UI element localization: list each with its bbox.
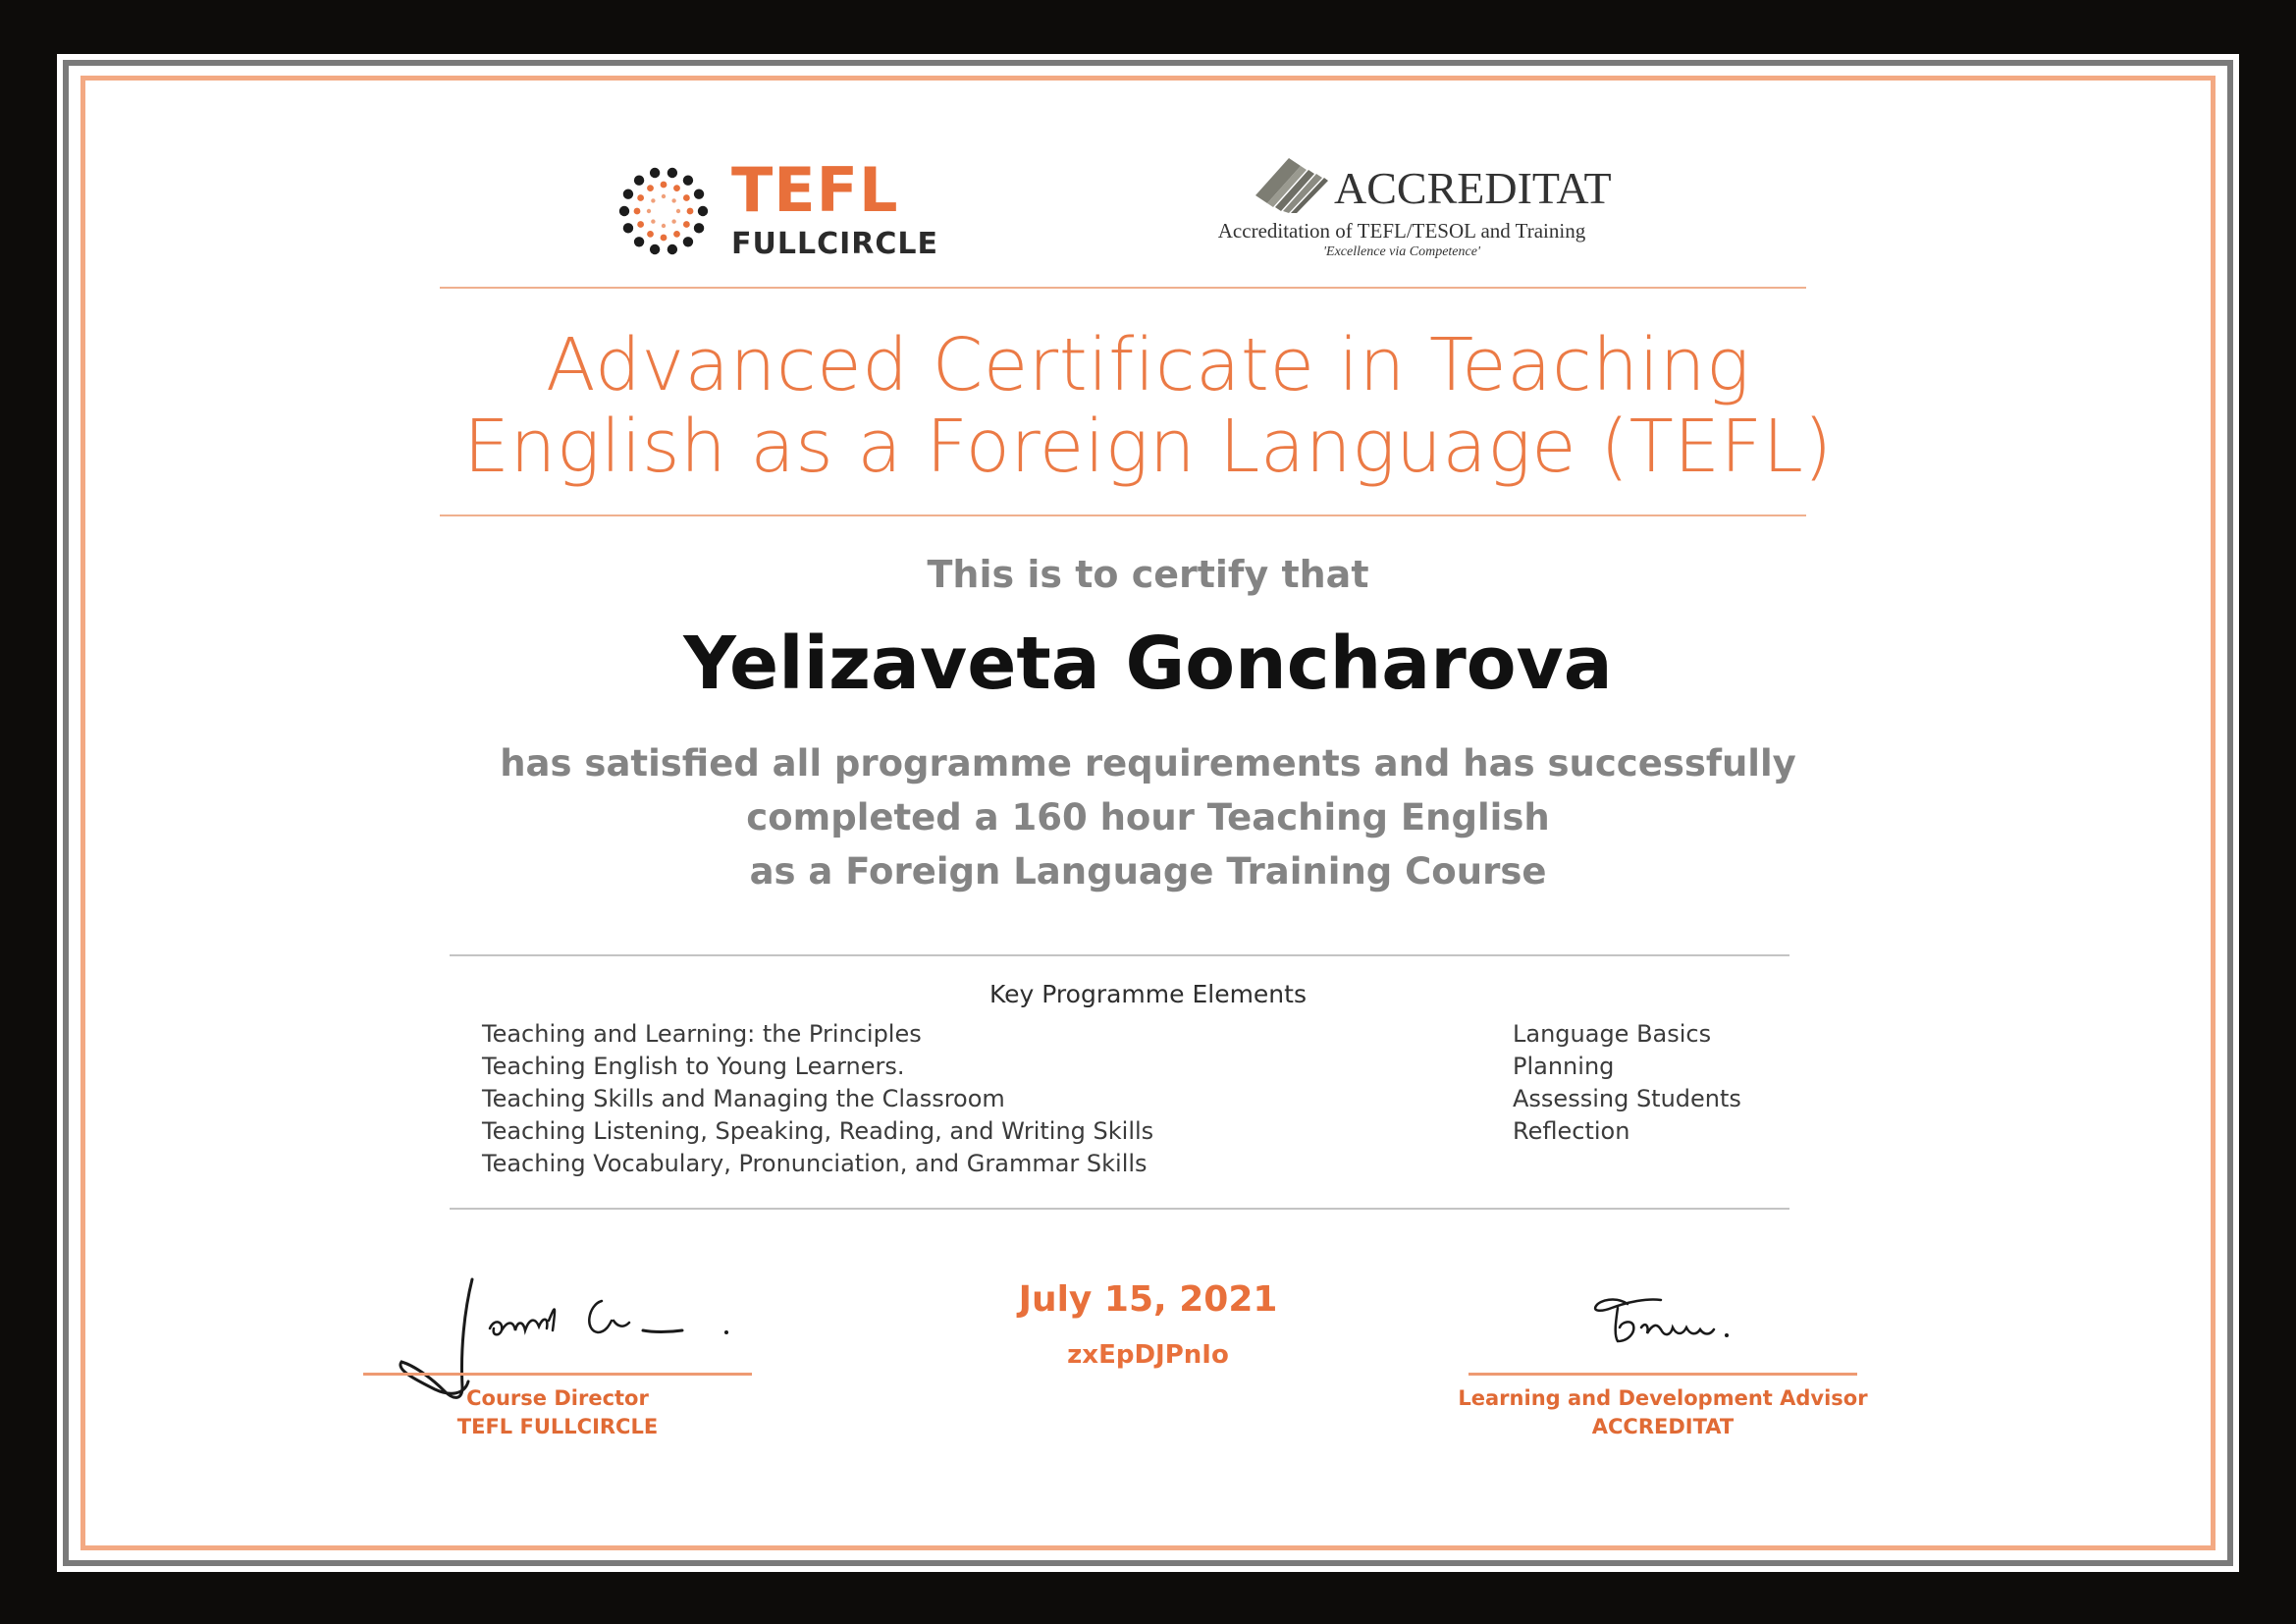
right-signature-rule — [1468, 1373, 1857, 1376]
accreditat-logo-subtitle: Accreditation of TEFL/TESOL and Training — [1217, 219, 1586, 243]
list-item: Teaching Vocabulary, Pronunciation, and Grammar Skills — [482, 1150, 1148, 1177]
list-item: Language Basics — [1513, 1020, 1712, 1048]
statement-line3: as a Foreign Language Training Course — [749, 850, 1547, 893]
programme-top-rule — [450, 954, 1789, 956]
left-signatory-role: Course Director — [466, 1386, 649, 1410]
accreditat-logo-word: ACCREDITAT — [1334, 163, 1612, 213]
certify-text: This is to certify that — [927, 553, 1369, 596]
title-top-rule — [440, 287, 1806, 289]
certificate-code: zxEpDJPnIo — [1067, 1340, 1229, 1370]
programme-bottom-rule — [450, 1208, 1789, 1210]
advisor-signature — [1588, 1286, 1765, 1365]
accreditat-logo — [1181, 156, 1672, 313]
certificate-title-line1: Advanced Certificate in Teaching — [546, 323, 1750, 407]
list-item: Teaching English to Young Learners. — [482, 1053, 905, 1080]
stacked-plates-icon — [1252, 156, 1330, 213]
certificate — [57, 54, 2239, 1572]
accreditat-logo-tagline: 'Excellence via Competence' — [1323, 244, 1480, 259]
left-signatory-org: TEFL FULLCIRCLE — [456, 1415, 659, 1438]
right-signatory-org: ACCREDITAT — [1591, 1415, 1735, 1438]
issue-date: July 15, 2021 — [1018, 1279, 1278, 1320]
left-signatory-caption — [363, 1384, 752, 1441]
list-item: Teaching and Learning: the Principles — [482, 1020, 922, 1048]
recipient-name: Yelizaveta Goncharova — [683, 622, 1613, 706]
statement-line2: completed a 160 hour Teaching English — [746, 796, 1550, 839]
list-item: Teaching Skills and Managing the Classroom — [482, 1085, 1005, 1112]
dotted-circle-icon — [616, 164, 711, 258]
statement-line1: has satisfied all programme requirements and has successfully — [500, 742, 1796, 785]
tefl-logo-subtitle: FULLCIRCLE — [731, 227, 938, 261]
tefl-fullcircle-logo — [616, 156, 1009, 303]
title-bottom-rule — [440, 514, 1806, 516]
left-signature-rule — [363, 1373, 752, 1376]
right-signatory-caption — [1449, 1384, 1877, 1441]
programme-left-list — [482, 1018, 1153, 1180]
list-item: Reflection — [1513, 1117, 1630, 1145]
tefl-logo-word: TEFL — [731, 154, 899, 226]
right-signatory-role: Learning and Development Advisor — [1458, 1386, 1868, 1410]
programme-right-list — [1513, 1018, 1741, 1148]
list-item: Planning — [1513, 1053, 1615, 1080]
list-item: Assessing Students — [1513, 1085, 1741, 1112]
list-item: Teaching Listening, Speaking, Reading, and Writing Skills — [482, 1117, 1154, 1145]
programme-heading: Key Programme Elements — [989, 980, 1307, 1008]
certificate-title-line2: English as a Foreign Language (TEFL) — [463, 405, 1833, 489]
